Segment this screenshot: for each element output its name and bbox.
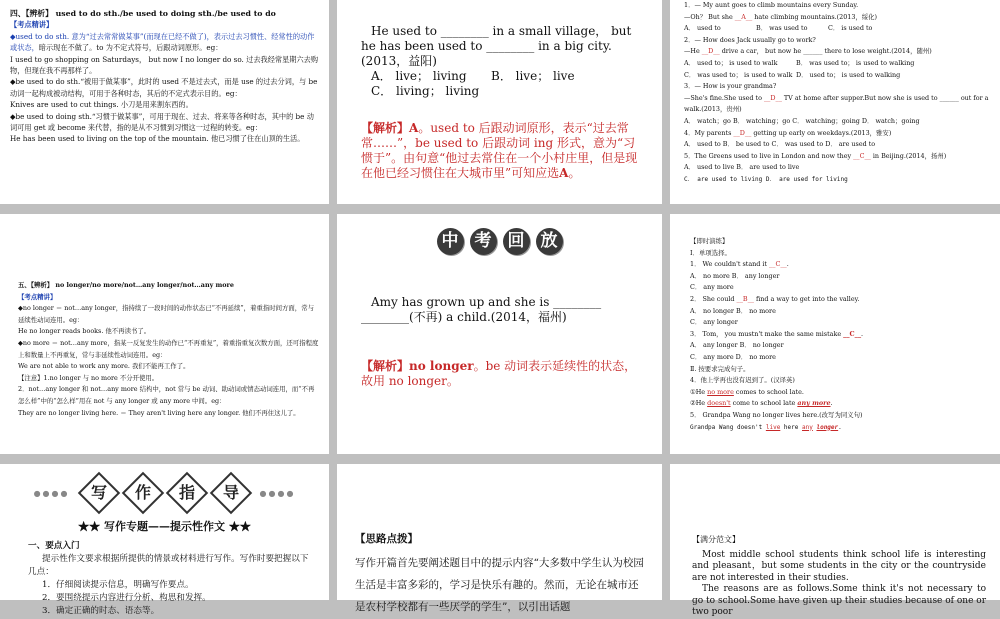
example: Knives are used to cut things. 小刀是用来割东西的。 — [10, 100, 193, 110]
banner-char: 中 — [437, 228, 464, 255]
slide-idea-tips — [337, 464, 662, 613]
slide-no-longer-analysis — [0, 214, 329, 454]
q1: 1． We couldn't stand it __C__. — [690, 260, 789, 269]
options-row — [361, 69, 646, 84]
q1-options: A． no more B． any longer — [690, 271, 780, 280]
list-item: 2．要围绕提示内容进行分析、构思和发挥。 — [42, 593, 211, 603]
kaodian-label: 【考点精讲】 — [10, 20, 54, 30]
tips-text: 写作开篇首先要阐述题目中的提示内容“大多数中学生认为校园生活是丰富多彩的，学习是快乐有趣的。然而，无论在城市还是农村学校都有一些厌学的学生”，以引出话题 — [355, 557, 644, 613]
question-text: Amy has grown up and she is ________ ________(不再) a child.(2014，福州) — [361, 295, 602, 324]
example: They are no longer living here. ＝ They aren't living here any longer. 他们不再住这儿了。 — [18, 408, 300, 417]
writing-subtitle: ★★ 写作专题——提示性作文 ★★ — [78, 520, 251, 533]
paragraph: ◆be used to doing sth.“习惯于做某事”，可用于现在、过去、将来等各种时态，其中的 be 动词可用 get 或 become 来代替，指的是从不习惯到习惯这一过程的转变。eg： — [10, 111, 314, 133]
q3: 3． Tom， you mustn't make the same mistake __C__. — [690, 329, 864, 338]
essay-head: 【满分范文】 — [692, 535, 740, 544]
paragraph: ◆no longer ＝ not…any longer，指持续了一段时间的动作状态已“不再延续”，着重指时间方面，常与延续性动词连用。eg： — [18, 304, 314, 324]
tips-head: 【思路点拨】 — [355, 533, 418, 545]
slide-exam-review — [337, 214, 662, 454]
q1-options: A． used to B． was used to C． is used to — [684, 24, 873, 33]
q3-options: A． watch；go B． watching；go C． watching；going D． watch；going — [684, 116, 920, 125]
banner-char: 指 — [165, 472, 207, 514]
exam-review-banner — [337, 228, 662, 255]
q4: 4．My parents __D__ getting up early on weekdays.(2013，雅安) — [684, 128, 892, 137]
writing-guide-banner — [0, 478, 329, 508]
example: I used to go shopping on Saturdays， but now I no longer do so. 过去我经常星期六去购物，但现在我不再那样了。 — [10, 54, 319, 76]
q2-line: —He __D__ drive a car， but now he ______ there to lose weight.(2014，随州) — [684, 47, 932, 56]
section-1: Ⅰ．单项选择。 — [690, 248, 731, 257]
banner-char: 导 — [209, 472, 251, 514]
list-item: 1．仔细阅读提示信息，明确写作要点。 — [42, 580, 194, 590]
q1-options: C． any more — [690, 283, 734, 292]
slide-writing-guide — [0, 464, 329, 616]
banner-char: 考 — [470, 228, 497, 255]
q1-line: —Oh？ But she __A__ hate climbing mountains.(2013，绥化) — [684, 12, 878, 21]
banner-char: 回 — [503, 228, 530, 255]
q4-answer-2: ②He doesn't come to school late any more. — [690, 399, 833, 408]
q3-options: C． any more D． no more — [690, 352, 776, 361]
answer-analysis: 【解析】no longer。be 动词表示延续性的状态，故用 no longer。 — [361, 359, 637, 388]
slide-used-to-exam — [337, 0, 662, 204]
paragraph: ◆be used to do sth.“被用于做某事”，此时的 used 不是过去式，而是 use 的过去分词，与 be 动词一起构成被动结构，可用于各种时态，其后的不定式表示目的。eg： — [10, 77, 318, 98]
option-c: C． living； living — [371, 84, 480, 98]
q2-options-1: A． used to； is used to walk B． was used to； is used to walking — [684, 58, 915, 67]
question-text: He used to ________ in a small village， but he has been used to ________ in a big city.(2013，益阳) — [361, 24, 632, 68]
list-item: 3．确定正确的时态、语态等。 — [42, 606, 160, 616]
q4-answer-1: ①He no more comes to school late. — [690, 387, 804, 396]
banner-char: 作 — [121, 472, 163, 514]
heading: 一、要点入门 — [28, 541, 80, 551]
paragraph: ◆used to do sth. 意为“过去常常做某事”(而现在已经不做了)，表示过去习惯性、经常性的动作或状态，暗示现在不做了。to 为不定式符号，后跟动词原形。eg： — [10, 31, 315, 53]
paragraph: 提示性作文要求根据所提供的情景或材料进行写作。写作时要把握以下几点： — [28, 554, 309, 577]
decor-dots: ●●●● — [33, 488, 70, 498]
example: We are not able to work any more. 我们不能再工作了。 — [18, 362, 190, 371]
q2-options: A． no longer B． no more — [690, 306, 776, 315]
q5: 5． Grandpa Wang no longer lives here.(改写为同义句) — [690, 410, 863, 419]
essay-paragraph: Most middle school students think school life is interesting and pleasant，but some students in the city or the countryside are not interested in their studies. — [692, 549, 986, 583]
q4-options: A． used to B． be used to C． was used to D． are used to — [684, 140, 876, 149]
q2: 2． She could __B__ find a way to get into the valley. — [690, 294, 860, 303]
slide-model-essay — [670, 464, 1000, 617]
section-title: 四、【辨析】 used to do sth./be used to doing sth./be used to do — [10, 9, 276, 18]
q2: 2．— How does Jack usually go to work? — [684, 35, 816, 44]
section-2: Ⅱ. 按要求完成句子。 — [690, 364, 750, 373]
note: 2．not…any longer 和 not…any more 结构中，not 常与 be 动词、助动词或情态动词连用，而“不再怎么样”中的“怎么样”用在 not 与 any longer 或 any more 中间。eg： — [18, 385, 315, 405]
q1: 1．— My aunt goes to climb mountains every Sunday. — [684, 1, 859, 9]
q5: 5．The Greens used to live in London and now they __C__ in Beijing.(2014，扬州) — [684, 151, 947, 160]
example: He has been used to living on the top of the mountain. 他已习惯了住在山顶的生活。 — [10, 134, 305, 144]
q4: 4．他上学再也没有迟到了。(汉译英) — [690, 376, 795, 385]
q5-options-2: C． are used to living D． are used for living — [684, 175, 848, 183]
q5-options-1: A． used to live B． are used to live — [684, 163, 800, 172]
slide-used-to-practice — [670, 0, 1000, 204]
decor-dots: ●●●● — [259, 488, 296, 498]
example: He no longer reads books. 他不再读书了。 — [18, 327, 151, 336]
banner-char: 写 — [77, 472, 119, 514]
essay-paragraph: The reasons are as follows.Some think it's not necessary to go to school.Some have given up their studies because of one or two poor — [692, 584, 986, 617]
option-a: A． live； living — [371, 69, 467, 83]
q5-answer: Grandpa Wang doesn't live here any longer. — [690, 423, 842, 431]
q3-options: A． any longer B． no longer — [690, 341, 784, 350]
q3-line: —She's fine.She used to __D__ TV at home after supper.But now she is used to ______ out for a walk.(2013，贵州) — [684, 93, 989, 114]
kaodian-label: 【考点精讲】 — [18, 292, 57, 301]
banner-char: 放 — [536, 228, 563, 255]
answer-analysis: 【解析】A。used to 后跟动词原形，表示“过去常常……”，be used to 后跟动词 ing 形式，意为“习惯于”。由句意“他过去常住在一个小村庄里，但是现在他已经习惯住在大城市里”可知应选A。 — [361, 121, 638, 180]
q3: 3．— How is your grandma? — [684, 82, 777, 91]
paragraph: ◆no more ＝ not…any more，指某一反复发生的动作已“不再重复”，着重指重复次数方面，还可指程度上和数量上不再重复，常与非延续性动词连用。eg： — [18, 338, 319, 359]
note: 【注意】1.no longer 与 no more 不分开使用。 — [18, 373, 159, 382]
q2-options-2: C． was used to； is used to walk D． used to； is used to walking — [684, 70, 901, 79]
slide-used-to-analysis — [0, 0, 329, 204]
section-title: 五、【辨析】 no longer/no more/not…any longer/not…any more — [18, 281, 234, 289]
slide-practice — [670, 214, 1000, 454]
option-b: B． live； live — [491, 69, 575, 83]
q2-options: C． any longer — [690, 318, 738, 327]
practice-head: 【即时演练】 — [690, 237, 729, 245]
